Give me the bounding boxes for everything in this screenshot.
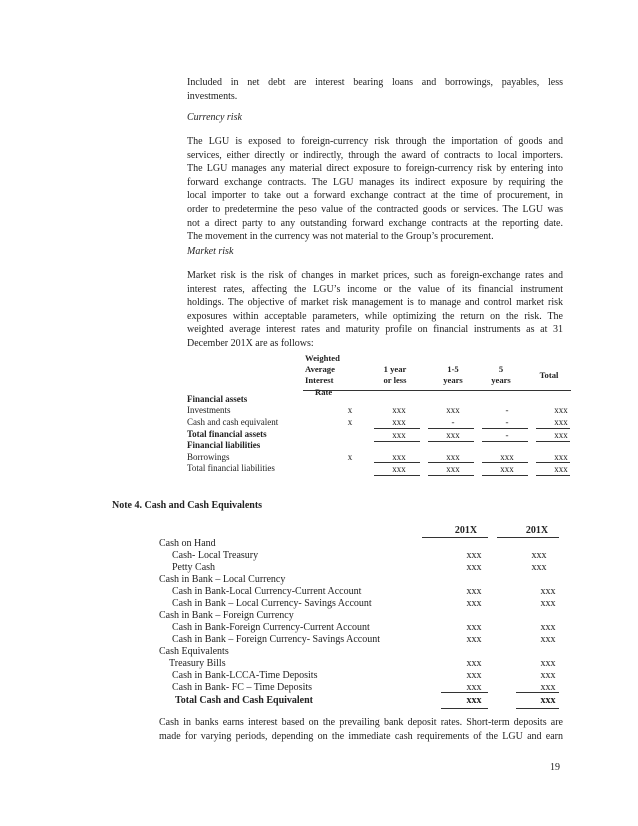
rate-cell: x (347, 417, 353, 427)
total-value: xxx (466, 695, 482, 706)
cell-value: xxx (540, 586, 556, 597)
column-header-year-2: 201X (525, 525, 549, 536)
subtotal-rule (374, 428, 420, 429)
row-label: Cash in Bank – Local Currency- Savings Account (172, 598, 372, 609)
total-rule (374, 441, 420, 442)
cell-one-five: xxx (446, 452, 460, 462)
cell-one-five: - (451, 417, 455, 427)
cell-value: xxx (466, 550, 482, 561)
cell-one-five: xxx (446, 430, 460, 440)
subtotal-rule (516, 692, 559, 693)
text-line: Market risk is the risk of changes in market prices, such as foreign-exchange rates and (187, 270, 563, 281)
header-line: 1 year (383, 364, 407, 374)
header-five-years (479, 364, 523, 386)
text-line: not a direct party to any outstanding forward exchange contracts at the reporting date. (187, 217, 563, 229)
cell-value: xxx (466, 586, 482, 597)
subtotal-rule (374, 462, 420, 463)
total-rule (482, 441, 528, 442)
cell-value: xxx (540, 682, 556, 693)
header-weighted-average-rate (305, 353, 353, 398)
header-line: Weighted (305, 353, 340, 363)
text-line: made for varying periods, depending on the immediate cash requirements of the LGU and earn (159, 731, 563, 742)
subtotal-rule (428, 462, 474, 463)
row-label: Cash in Bank – Foreign Currency (159, 610, 294, 621)
cell-value: xxx (466, 670, 482, 681)
header-rule (303, 390, 571, 391)
cell-value: xxx (466, 622, 482, 633)
total-value: xxx (540, 695, 556, 706)
total-rule (536, 475, 570, 476)
row-label: Treasury Bills (169, 658, 226, 669)
cell-value: xxx (531, 562, 547, 573)
text-line: services, either directly or indirectly, through the award of contracts to local importers. (187, 149, 563, 161)
header-line: years (491, 375, 511, 386)
rate-cell: x (347, 405, 353, 415)
currency-risk-paragraph (187, 135, 563, 244)
cell-five: xxx (500, 464, 514, 474)
text-line: Cash in banks earns interest based on the prevailing bank deposit rates. Short-term deposits are (159, 717, 563, 728)
row-label: Investments (187, 405, 231, 415)
total-rule (428, 475, 474, 476)
text-line: The LGU is exposed to foreign-currency risk through the importation of goods and (187, 136, 563, 147)
cell-value: xxx (466, 682, 482, 693)
cell-total: xxx (554, 430, 568, 440)
cell-value: xxx (540, 622, 556, 633)
cell-five: - (505, 430, 509, 440)
text-line: December 201X are as follows: (187, 337, 314, 349)
text-line: interest rates, affecting the LGU’s income or the value of its financial instrument (187, 283, 563, 295)
subtotal-rule (536, 428, 570, 429)
row-label: Cash Equivalents (159, 646, 229, 657)
header-line: or less (383, 375, 407, 386)
total-assets-label: Total financial assets (187, 429, 267, 439)
header-line: Interest (305, 375, 334, 386)
subtotal-rule (428, 428, 474, 429)
row-label: Cash in Bank – Local Currency (159, 574, 286, 585)
cell-one-five: xxx (446, 464, 460, 474)
subtotal-rule (482, 462, 528, 463)
header-one-five-years (428, 364, 478, 386)
total-rule (428, 441, 474, 442)
header-total: Total (539, 370, 559, 380)
text-line: weighted average interest rates and maturity profile on financial instruments as at 31 (187, 324, 563, 336)
row-label: Cash in Bank-LCCA-Time Deposits (172, 670, 318, 681)
total-rule (441, 708, 488, 709)
cell-value: xxx (540, 634, 556, 645)
cell-one-five: xxx (446, 405, 460, 415)
header-line: Rate (315, 386, 333, 397)
row-label: Borrowings (187, 452, 230, 462)
cell-value: xxx (531, 550, 547, 561)
net-debt-paragraph (187, 76, 563, 103)
text-line: order to predetermine the peso value of the contracted goods or services. The LGU was (187, 203, 563, 215)
header-line: 1-5 (447, 364, 459, 374)
row-label: Petty Cash (172, 562, 216, 573)
cell-value: xxx (540, 598, 556, 609)
text-line: investments. (187, 90, 238, 102)
financial-liabilities-heading: Financial liabilities (187, 440, 261, 450)
market-risk-paragraph (187, 269, 563, 351)
total-rule (374, 475, 420, 476)
total-rule (516, 708, 559, 709)
cell-value: xxx (466, 658, 482, 669)
text-line: The movement in the currency was not material to the Group’s procurement. (187, 231, 494, 243)
total-rule (482, 475, 528, 476)
text-line: Included in net debt are interest bearing loans and borrowings, payables, less (187, 77, 563, 88)
cell-one-year: xxx (392, 430, 406, 440)
text-line: holdings. The objective of market risk management is to manage and control market risk (187, 297, 563, 309)
subtotal-rule (441, 692, 488, 693)
column-header-year-1: 201X (454, 525, 478, 536)
subtotal-rule (482, 428, 528, 429)
cell-one-year: xxx (392, 464, 406, 474)
cell-value: xxx (466, 634, 482, 645)
row-label: Cash in Bank-Foreign Currency-Current Account (172, 622, 370, 633)
row-label: Cash and cash equivalent (187, 417, 279, 427)
financial-assets-heading: Financial assets (187, 394, 248, 404)
header-one-year (370, 364, 420, 386)
cell-total: xxx (554, 464, 568, 474)
row-label: Cash in Bank – Foreign Currency- Savings Account (172, 634, 381, 645)
text-line: local importer to take out a forward exchange contract at the time of procurement, in (187, 190, 563, 202)
cell-one-year: xxx (392, 405, 406, 415)
rate-cell: x (347, 452, 353, 462)
text-line: The LGU manages any material direct exposure to foreign-currency risk by entering into (187, 163, 563, 175)
cell-value: xxx (540, 670, 556, 681)
total-rule (536, 441, 570, 442)
text-line: forward exchange contracts. The LGU manages its indirect exposure by requiring the (187, 176, 563, 188)
cell-value: xxx (466, 598, 482, 609)
cell-total: xxx (554, 452, 568, 462)
subtotal-rule (536, 462, 570, 463)
total-liabilities-label: Total financial liabilities (187, 463, 275, 473)
cell-total: xxx (554, 405, 568, 415)
page-number: 19 (550, 762, 560, 773)
header-line: 5 (498, 364, 504, 374)
cell-one-year: xxx (392, 417, 406, 427)
market-risk-heading: Market risk (187, 246, 234, 257)
column-header-rule (422, 537, 488, 538)
cell-value: xxx (540, 658, 556, 669)
cell-value: xxx (466, 562, 482, 573)
text-line: exposures within acceptable parameters, while optimizing the return on the risk. The (187, 310, 563, 322)
closing-paragraph (159, 716, 563, 744)
cell-total: xxx (554, 417, 568, 427)
row-label: Cash- Local Treasury (172, 550, 259, 561)
currency-risk-heading: Currency risk (187, 112, 242, 123)
cell-five: - (505, 405, 509, 415)
cell-one-year: xxx (392, 452, 406, 462)
column-header-rule (497, 537, 559, 538)
row-label: Cash in Bank- FC – Time Deposits (172, 682, 313, 693)
total-row-label: Total Cash and Cash Equivalent (175, 695, 314, 706)
row-label: Cash in Bank-Local Currency-Current Account (172, 586, 362, 597)
header-line: Average (305, 364, 335, 375)
note-title: Note 4. Cash and Cash Equivalents (112, 500, 263, 511)
cell-five: - (505, 417, 509, 427)
header-line: years (443, 375, 463, 386)
cell-five: xxx (500, 452, 514, 462)
row-label: Cash on Hand (159, 538, 216, 549)
